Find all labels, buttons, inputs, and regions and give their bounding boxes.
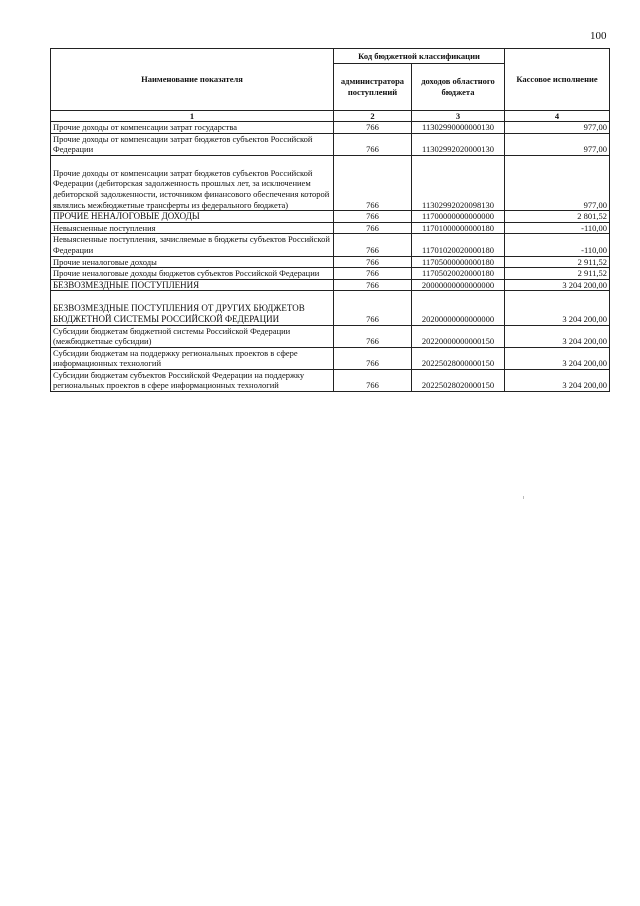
header-admin: администратора поступлений [334, 64, 412, 111]
page-number: 100 [590, 30, 607, 42]
row-amount: 3 204 200,00 [505, 347, 610, 369]
table-row [51, 234, 610, 256]
row-name: Прочие неналоговые доходы бюджетов субъектов Российской Федерации [51, 268, 334, 280]
table-row [51, 279, 610, 291]
table-row [51, 369, 610, 391]
row-code: 11701020020000180 [412, 234, 505, 256]
row-amount: 977,00 [505, 122, 610, 134]
row-admin: 766 [334, 268, 412, 280]
row-amount: 2 911,52 [505, 268, 610, 280]
column-number: 2 [334, 111, 412, 122]
row-name: Прочие доходы от компенсации затрат бюджетов субъектов Российской Федерации [51, 133, 334, 155]
table-row [51, 325, 610, 347]
row-admin: 766 [334, 291, 412, 325]
row-amount: 3 204 200,00 [505, 325, 610, 347]
row-admin: 766 [334, 325, 412, 347]
row-admin: 766 [334, 222, 412, 234]
column-number: 3 [412, 111, 505, 122]
table-row [51, 347, 610, 369]
row-admin: 766 [334, 369, 412, 391]
row-name: Невыясненные поступления [51, 222, 334, 234]
column-number: 4 [505, 111, 610, 122]
row-amount: 977,00 [505, 155, 610, 210]
row-code: 11302990000000130 [412, 122, 505, 134]
row-name: БЕЗВОЗМЕЗДНЫЕ ПОСТУПЛЕНИЯ [51, 279, 334, 291]
table-row [51, 155, 610, 210]
column-number: 1 [51, 111, 334, 122]
row-admin: 766 [334, 155, 412, 210]
row-code: 11302992020098130 [412, 155, 505, 210]
row-name: Субсидии бюджетам субъектов Российской Федерации на поддержку региональных проектов в сфере информационных технологий [51, 369, 334, 391]
row-name: Субсидии бюджетам бюджетной системы Российской Федерации (межбюджетные субсидии) [51, 325, 334, 347]
row-admin: 766 [334, 347, 412, 369]
row-code: 20200000000000000 [412, 291, 505, 325]
table-row [51, 211, 610, 223]
scan-artifact [523, 496, 524, 499]
row-amount: 2 801,52 [505, 211, 610, 223]
row-amount: 2 911,52 [505, 256, 610, 268]
row-amount: -110,00 [505, 222, 610, 234]
row-name: БЕЗВОЗМЕЗДНЫЕ ПОСТУПЛЕНИЯ ОТ ДРУГИХ БЮДЖЕТОВ БЮДЖЕТНОЙ СИСТЕМЫ РОССИЙСКОЙ ФЕДЕРАЦИИ [51, 291, 334, 325]
table-row [51, 256, 610, 268]
header-amount: Кассовое исполнение [505, 49, 610, 111]
row-code: 11705020020000180 [412, 268, 505, 280]
row-amount: 3 204 200,00 [505, 279, 610, 291]
row-admin: 766 [334, 133, 412, 155]
row-amount: 3 204 200,00 [505, 369, 610, 391]
row-admin: 766 [334, 211, 412, 223]
row-amount: -110,00 [505, 234, 610, 256]
budget-table [50, 48, 610, 392]
table-row [51, 133, 610, 155]
row-name: Прочие доходы от компенсации затрат государства [51, 122, 334, 134]
row-admin: 766 [334, 256, 412, 268]
table-row [51, 291, 610, 325]
row-code: 20225028020000150 [412, 369, 505, 391]
row-name: Субсидии бюджетам на поддержку региональных проектов в сфере информационных технологий [51, 347, 334, 369]
table-row [51, 268, 610, 280]
row-amount: 977,00 [505, 133, 610, 155]
row-name: Прочие доходы от компенсации затрат бюджетов субъектов Российской Федерации (дебиторская задолженность прошлых лет, за исключением дебиторской задолженности, источником финансового обеспечения которой являлись межбюджетные трансферты из федерального бюджета) [51, 155, 334, 210]
row-code: 11700000000000000 [412, 211, 505, 223]
row-amount: 3 204 200,00 [505, 291, 610, 325]
row-admin: 766 [334, 279, 412, 291]
header-name: Наименование показателя [51, 49, 334, 111]
table-row [51, 222, 610, 234]
row-code: 20220000000000150 [412, 325, 505, 347]
row-code: 11701000000000180 [412, 222, 505, 234]
row-name: ПРОЧИЕ НЕНАЛОГОВЫЕ ДОХОДЫ [51, 211, 334, 223]
table-row [51, 122, 610, 134]
row-name: Прочие неналоговые доходы [51, 256, 334, 268]
row-code: 11705000000000180 [412, 256, 505, 268]
row-code: 20000000000000000 [412, 279, 505, 291]
row-code: 20225028000000150 [412, 347, 505, 369]
row-admin: 766 [334, 234, 412, 256]
row-admin: 766 [334, 122, 412, 134]
row-code: 11302992020000130 [412, 133, 505, 155]
header-classification: Код бюджетной классификации [334, 49, 505, 64]
row-name: Невыясненные поступления, зачисляемые в бюджеты субъектов Российской Федерации [51, 234, 334, 256]
header-code: доходов областного бюджета [412, 64, 505, 111]
